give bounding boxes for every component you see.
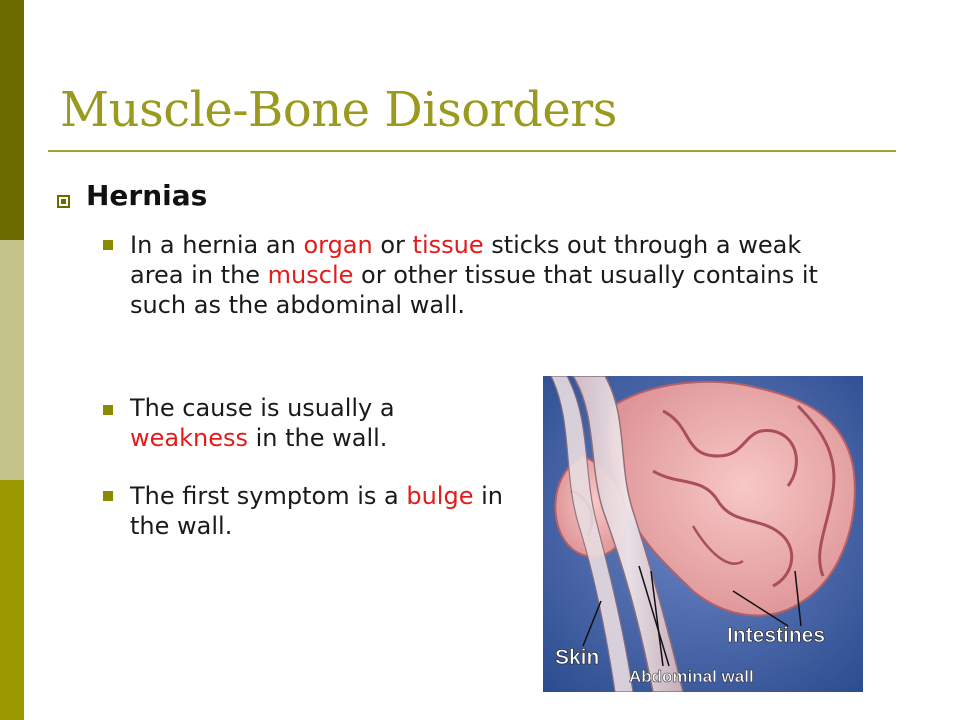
square-bullet-icon — [57, 195, 70, 208]
decor-bar-bottom — [0, 480, 24, 720]
hernia-illustration — [543, 376, 863, 692]
bullet-text — [130, 230, 850, 320]
square-bullet-icon — [103, 491, 113, 501]
bullet-part: In a hernia an — [130, 231, 304, 259]
bullet-part: The cause is usually a — [130, 394, 395, 422]
skin-label: Skin — [555, 646, 600, 669]
bullet-keyword: tissue — [412, 231, 484, 259]
bullet-keyword: weakness — [130, 424, 248, 452]
decor-bar-top — [0, 0, 24, 240]
intestines-label: Intestines — [727, 624, 826, 647]
bullet-heading: Hernias — [86, 179, 208, 212]
hernia-diagram — [543, 376, 863, 692]
title-underline — [48, 150, 896, 152]
bullet-keyword: organ — [303, 231, 373, 259]
bullet-keyword: muscle — [267, 261, 354, 289]
decor-bar-middle — [0, 240, 24, 480]
bullet-part: or — [372, 231, 413, 259]
square-bullet-icon — [103, 240, 113, 250]
bullet-part: The first symptom is a — [130, 482, 407, 510]
slide-title: Muscle-Bone Disorders — [60, 82, 617, 138]
bullet-part: or other tissue that usually contains it such as the abdominal wall. — [130, 261, 818, 319]
bullet-part: sticks out through a weak area in the — [130, 231, 802, 289]
square-bullet-icon — [103, 405, 113, 415]
bullet-part: in the wall. — [130, 482, 503, 540]
abdominal-wall-label: Abdominal wall — [629, 667, 754, 686]
bullet-text — [130, 393, 510, 453]
bullet-keyword: bulge — [406, 482, 474, 510]
bullet-part: in the wall. — [247, 424, 388, 452]
bullet-text — [130, 481, 510, 541]
